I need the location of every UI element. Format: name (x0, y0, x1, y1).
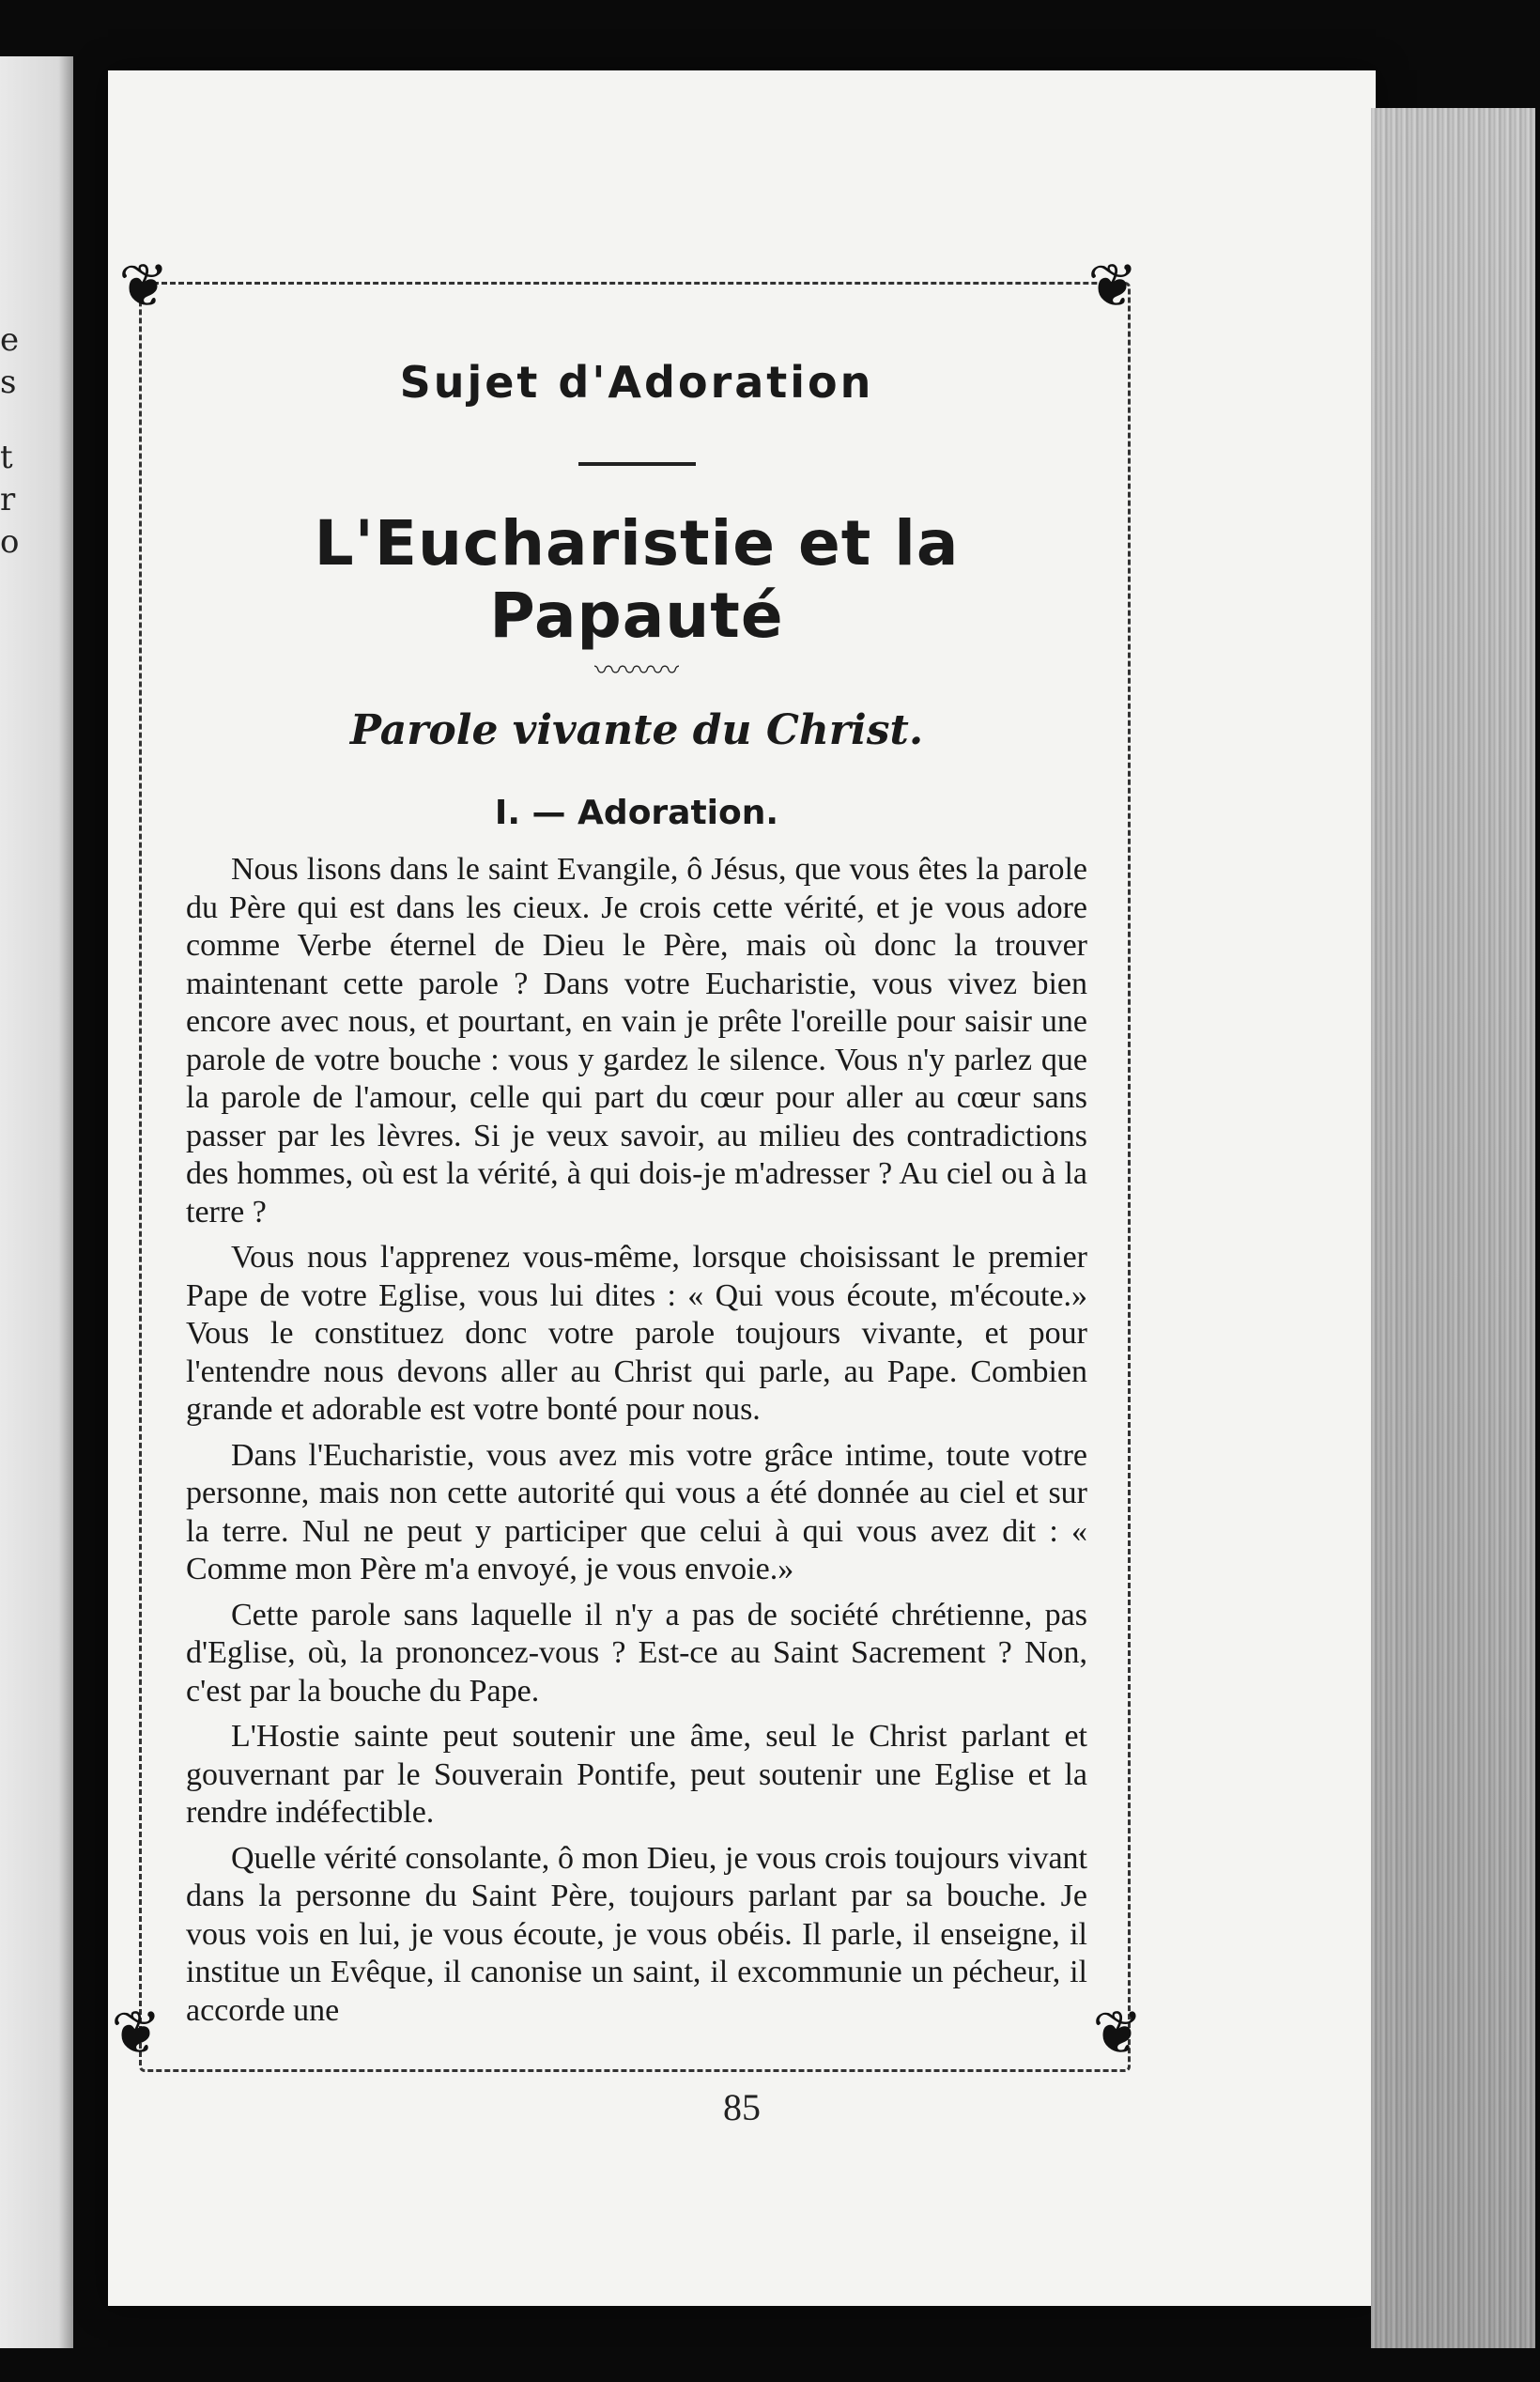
left-page-fragment: t (0, 439, 13, 476)
paragraph: Dans l'Eucharistie, vous avez mis votre grâce intime, toute votre personne, mais non cette autorité qui vous a été donnée au ciel et sur la terre. Nul ne peut y participer que celui à qui vous avez dit : « Comme mon Père m'a envoyé, je vous envoie.» (186, 1437, 1087, 1586)
paragraph: Cette parole sans laquelle il n'y a pas de société chrétienne, pas d'Eglise, où, la prononcez-vous ? Est-ce au Saint Sacrement ? Non, c'est par la bouche du Pape. (186, 1597, 1087, 1709)
corner-ornament-icon: ❦ (1092, 1999, 1143, 2068)
paragraph: L'Hostie sainte peut soutenir une âme, seul le Christ parlant et gouvernant par le Souverain Pontife, peut soutenir une Eglise et la rendre indéfectible. (186, 1719, 1087, 1830)
left-page-fragment: e (0, 321, 20, 359)
page-content (186, 348, 1087, 2037)
corner-ornament-icon: ❦ (118, 252, 169, 321)
left-page-fragment: r (0, 481, 16, 518)
paragraph: Nous lisons dans le saint Evangile, ô Jésus, que vous êtes la parole du Père qui est dans les cieux. Je crois cette vérité, et je vous adore comme Verbe éternel de Dieu le Père, mais où donc la trouver maintenant cette parole ? Dans votre Eucharistie, vous vivez bien encore avec nous, et pourtant, en vain je prête l'oreille pour saisir une parole de votre bouche : vous y gardez le silence. Vous n'y parlez que la parole de l'amour, celle qui part du cœur pour aller au cœur sans passer par les lèvres. Si je veux savoir, au milieu des contradictions des hommes, où est la vérité, à qui dois-je m'adresser ? Au ciel ou à la terre ? (186, 852, 1087, 1230)
corner-ornament-icon: ❦ (111, 1999, 162, 2068)
title-rule (578, 462, 696, 466)
paragraph: Quelle vérité consolante, ô mon Dieu, je vous crois toujours vivant dans la personne du Saint Père, toujours parlant par sa bouche. Je vous vois en lui, je vous écoute, je vous obéis. Il parle, il enseigne, il institue un Evêque, il canonise un saint, il excommunie un pécheur, il accorde une (186, 1840, 1087, 2028)
page-number: 85 (723, 2086, 761, 2128)
corner-ornament-icon: ❦ (1087, 252, 1138, 321)
book-page-edges (1371, 108, 1535, 2348)
paragraph: Vous nous l'apprenez vous-même, lorsque choisissant le premier Pape de votre Eglise, vous lui dites : « Qui vous écoute, m'écoute.» Vous le constituez donc votre parole toujours vivante, et pour l'entendre nous devons aller au Christ qui parle, au Pape. Combien grande et adorable est votre bonté pour nous. (186, 1240, 1087, 1427)
wave-ornament: 〰〰〰 (594, 655, 679, 688)
page-title: L'Eucharistie et la Papauté (314, 507, 960, 652)
left-page-fragment: o (0, 523, 20, 561)
left-page-fragment: s (0, 363, 17, 401)
section-heading: I. — Adoration. (494, 794, 779, 832)
subtitle: Parole vivante du Christ. (349, 706, 924, 754)
section-label: Sujet d'Adoration (399, 357, 874, 408)
adjacent-left-page (0, 56, 73, 2348)
